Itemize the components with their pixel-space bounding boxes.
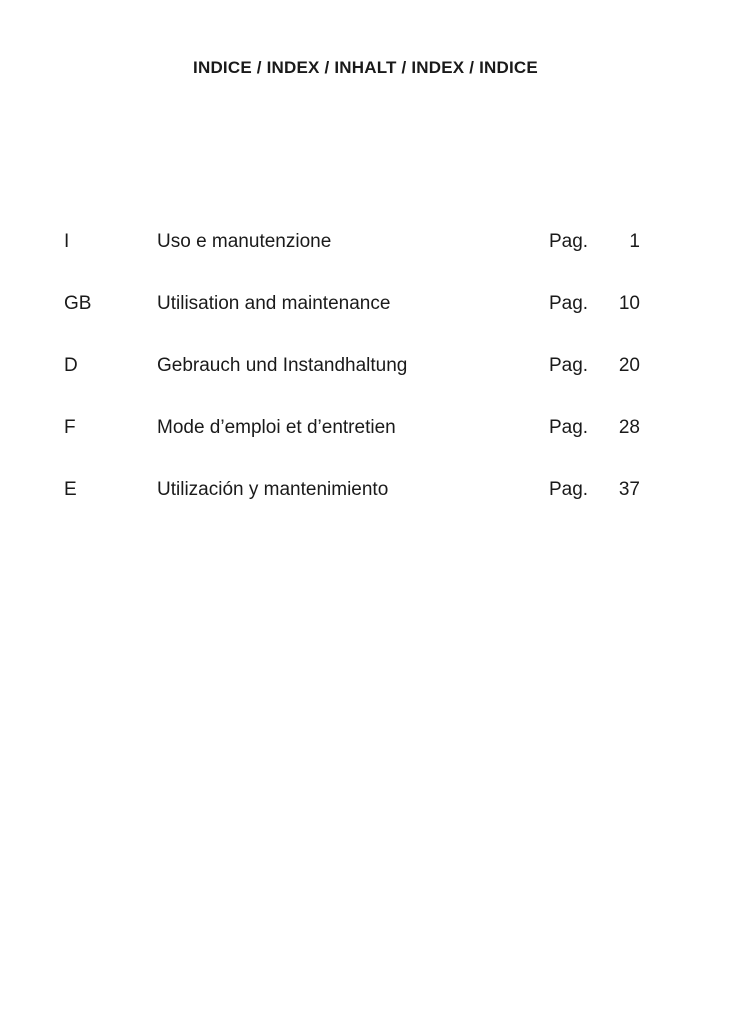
page-label: Pag.: [549, 355, 589, 376]
language-code: F: [64, 417, 76, 438]
section-title: Gebrauch und Instandhaltung: [157, 355, 408, 376]
page-number: 37: [618, 479, 640, 500]
toc-entry-english: [0, 292, 731, 354]
toc-entry-french: [0, 416, 731, 478]
page-number: 28: [618, 417, 640, 438]
language-code: E: [64, 479, 77, 500]
section-title: Utilización y mantenimiento: [157, 479, 389, 500]
section-title: Mode d’emploi et d’entretien: [157, 417, 396, 438]
page-label: Pag.: [549, 479, 589, 500]
toc-entry-spanish: [0, 478, 731, 540]
page-label: Pag.: [549, 231, 589, 252]
toc-entry-italian: [0, 230, 731, 292]
page-number: 10: [618, 293, 640, 314]
page-label: Pag.: [549, 293, 589, 314]
section-title: Utilisation and maintenance: [157, 293, 391, 314]
table-of-contents: [0, 230, 731, 540]
page-number: 1: [629, 231, 640, 252]
section-title: Uso e manutenzione: [157, 231, 332, 252]
toc-entry-german: [0, 354, 731, 416]
page-number: 20: [618, 355, 640, 376]
language-code: I: [64, 231, 70, 252]
page-label: Pag.: [549, 417, 589, 438]
page-title: INDICE / INDEX / INHALT / INDEX / INDICE: [193, 58, 538, 77]
language-code: D: [64, 355, 78, 376]
language-code: GB: [64, 293, 92, 314]
